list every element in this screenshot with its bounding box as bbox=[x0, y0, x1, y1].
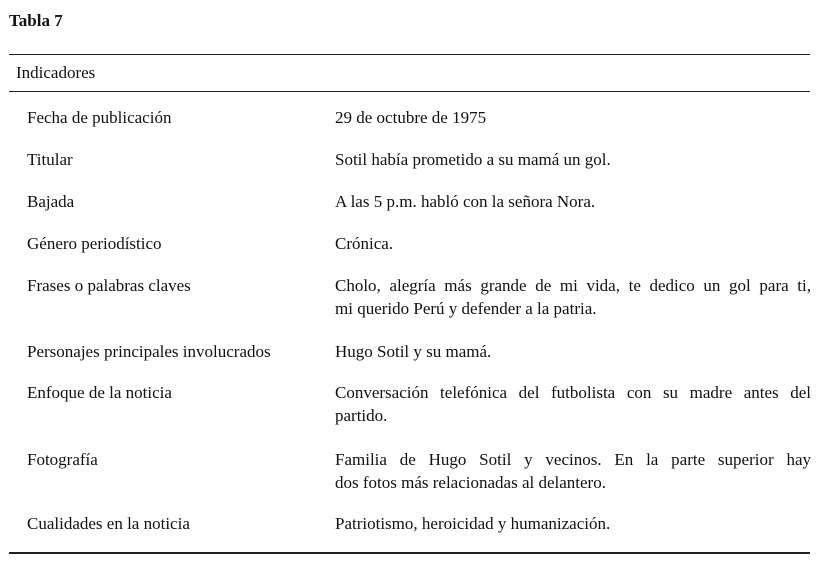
row-value bbox=[335, 148, 811, 171]
value-line: Cholo, alegría más grande de mi vida, te dedico un gol para ti, bbox=[335, 276, 811, 295]
row-label: Cualidades en la noticia bbox=[27, 514, 190, 533]
value-line: Crónica. bbox=[335, 234, 394, 253]
bottom-rule bbox=[9, 552, 810, 554]
row-value bbox=[335, 106, 811, 129]
row-value bbox=[335, 274, 811, 320]
row-label: Personajes principales involucrados bbox=[27, 342, 271, 361]
row-label: Fecha de publicación bbox=[27, 108, 172, 127]
value-line: mi querido Perú y defender a la patria. bbox=[335, 299, 597, 318]
value-line: A las 5 p.m. habló con la señora Nora. bbox=[335, 192, 596, 211]
value-line: Sotil había prometido a su mamá un gol. bbox=[335, 150, 611, 169]
value-line: dos fotos más relacionadas al delantero. bbox=[335, 473, 606, 492]
value-line: 29 de octubre de 1975 bbox=[335, 108, 487, 127]
value-line: Conversación telefónica del futbolista con su madre antes del bbox=[335, 383, 811, 402]
row-value bbox=[335, 512, 811, 535]
header-indicadores: Indicadores bbox=[16, 63, 96, 82]
value-line: Patriotismo, heroicidad y humanización. bbox=[335, 514, 611, 533]
row-label: Bajada bbox=[27, 192, 75, 211]
row-label: Fotografía bbox=[27, 450, 98, 469]
value-line: Hugo Sotil y su mamá. bbox=[335, 342, 492, 361]
row-label: Frases o palabras claves bbox=[27, 276, 191, 295]
row-value bbox=[335, 340, 811, 363]
table-title: Tabla 7 bbox=[9, 11, 63, 30]
row-label: Género periodístico bbox=[27, 234, 162, 253]
row-value bbox=[335, 448, 811, 494]
row-label: Enfoque de la noticia bbox=[27, 383, 172, 402]
value-line: Familia de Hugo Sotil y vecinos. En la parte superior hay bbox=[335, 450, 811, 469]
row-label: Titular bbox=[27, 150, 73, 169]
value-line: partido. bbox=[335, 406, 388, 425]
top-rule bbox=[9, 54, 810, 55]
header-rule bbox=[9, 91, 810, 92]
row-value bbox=[335, 190, 811, 213]
row-value bbox=[335, 381, 811, 427]
row-value bbox=[335, 232, 811, 255]
